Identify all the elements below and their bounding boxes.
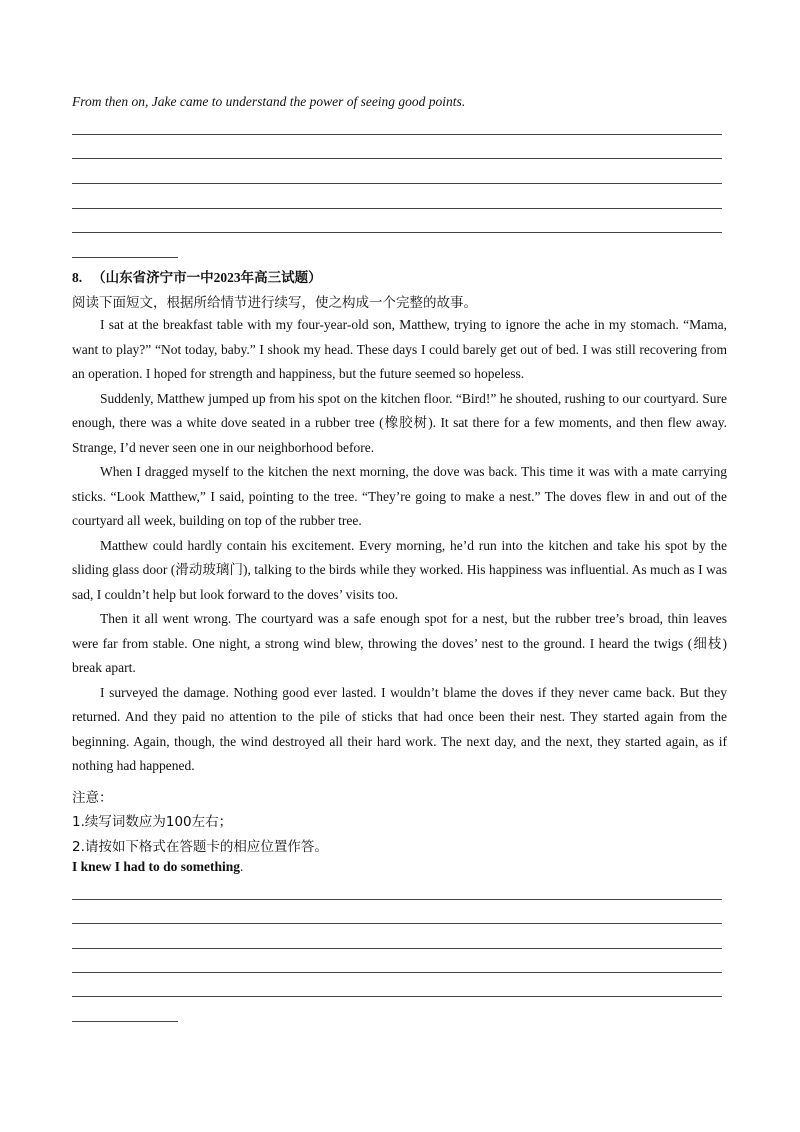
answer-line — [72, 134, 722, 135]
start-sentence-punct: . — [240, 859, 244, 874]
question-instruction: 阅读下面短文，根据所给情节进行续写，使之构成一个完整的故事。 — [72, 295, 477, 311]
answer-line — [72, 923, 722, 924]
start-sentence-text: I knew I had to do something — [72, 859, 241, 874]
question-heading — [72, 266, 322, 286]
continuation-start-sentence — [72, 859, 243, 875]
answer-line — [72, 972, 722, 973]
answer-line — [72, 996, 722, 997]
note-item: 1.续写词数应为100左右； — [72, 814, 233, 831]
answer-line — [72, 899, 722, 900]
passage-paragraph: I surveyed the damage. Nothing good ever lasted. I wouldn’t blame the doves if they never came back. But they returned. And they paid no attention to the pile of sticks that had once been their nest. They started again from the beginning. Again, though, the wind destroyed all their hard work. The next day, and the next, they started again, as if nothing had happened. — [72, 684, 727, 773]
reading-passage — [72, 313, 727, 779]
answer-line-short — [72, 1021, 178, 1022]
answer-line — [72, 158, 722, 159]
answer-line — [72, 948, 722, 949]
answer-line — [72, 183, 722, 184]
question-source: （山东省济宁市一中2023年高三试题） — [92, 270, 322, 285]
answer-line-short — [72, 257, 178, 258]
passage-paragraph: Then it all went wrong. The courtyard was a safe enough spot for a nest, but the rubber tree’s broad, thin leaves were far from stable. One night, a strong wind blew, throwing the doves’ nest to the ground. I heard the twigs (细枝) break apart. — [72, 611, 727, 675]
passage-paragraph: I sat at the breakfast table with my four-year-old son, Matthew, trying to ignore the ache in my stomach. “Mama, want to play?” “Not today, baby.” I shook my head. These days I could barely get out of bed. I was still recovering from an operation. I hoped for strength and happiness, but the future seemed so hopeless. — [72, 317, 727, 381]
notes-title: 注意： — [72, 790, 113, 806]
answer-line — [72, 232, 722, 233]
passage-paragraph: When I dragged myself to the kitchen the next morning, the dove was back. This time it was with a mate carrying sticks. “Look Matthew,” I said, pointing to the tree. “They’re going to make a nest.” The doves flew in and out of the courtyard all week, building on top of the rubber tree. — [72, 464, 727, 528]
note-item: 2.请按如下格式在答题卡的相应位置作答。 — [72, 838, 328, 855]
continuation-prompt-sentence: From then on, Jake came to understand the power of seeing good points. — [72, 94, 466, 109]
passage-paragraph: Suddenly, Matthew jumped up from his spot on the kitchen floor. “Bird!” he shouted, rushing to our courtyard. Sure enough, there was a white dove seated in a rubber tree (橡胶树). It sat there for a few moments, and then flew away. Strange, I’d never seen one in our neighborhood before. — [72, 390, 727, 455]
question-number: 8. — [72, 270, 83, 285]
passage-paragraph: Matthew could hardly contain his excitement. Every morning, he’d run into the kitchen and take his spot by the sliding glass door (滑动玻璃门), talking to the birds while they worked. His happiness was influential. As much as I was sad, I couldn’t help but look forward to the doves’ visits too. — [72, 537, 727, 602]
notes-block — [72, 786, 328, 859]
answer-line — [72, 208, 722, 209]
